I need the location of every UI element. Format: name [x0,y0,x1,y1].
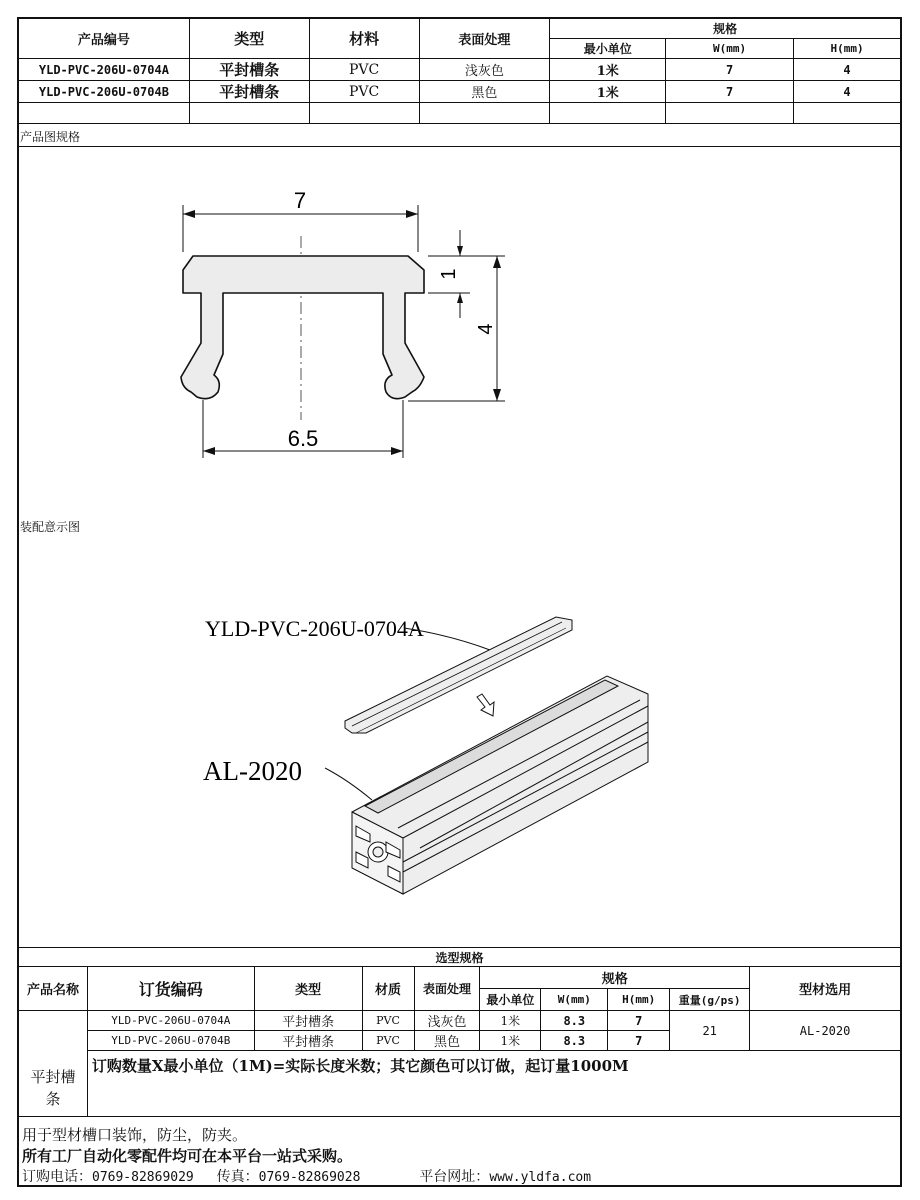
fax-number: 0769-82869028 [258,1170,361,1185]
dim-lip: 1 [438,268,460,280]
insert-arrow-icon [477,694,494,716]
cell-min-unit: 1米 [550,59,666,81]
header-surface: 表面处理 [419,19,550,59]
phone-number: 0769-82869029 [92,1170,194,1185]
cell-min-unit: 1米 [480,1011,541,1031]
cell-surface: 黑色 [419,81,550,103]
header-product-name: 产品名称 [19,967,88,1011]
header-product-code: 产品编号 [19,19,190,59]
table-row [19,1011,901,1031]
cell-min-unit: 1米 [480,1031,541,1051]
cell-surface: 浅灰色 [414,1011,480,1031]
cell-product-name: 平封槽条 [19,1011,88,1117]
strip-profile-shape [181,256,424,399]
cell-material: PVC [309,59,419,81]
cell-w: 7 [666,59,794,81]
cell-type: 平封槽条 [254,1031,362,1051]
profile-drawing [0,170,920,530]
header-w: W(mm) [666,39,794,59]
cell-code: YLD-PVC-206U-0704A [19,59,190,81]
cell-type: 平封槽条 [189,81,309,103]
header-spec: 规格 [550,19,901,39]
phone-label: 订购电话： [22,1169,92,1185]
cell-w: 7 [666,81,794,103]
top-spec-table [18,18,901,124]
cell-weight: 21 [670,1011,750,1051]
header-type: 类型 [189,19,309,59]
cell-material: PVC [309,81,419,103]
cell-material: PVC [362,1011,414,1031]
table-row [19,59,901,81]
header-material: 材质 [362,967,414,1011]
strip-label: YLD-PVC-206U-0704A [205,616,424,641]
selection-table-title: 选型规格 [19,948,901,967]
cell-min-unit: 1米 [550,81,666,103]
site-link[interactable]: www.yldfa.com [489,1170,592,1185]
order-note: 订购数量X最小单位（1M)=实际长度米数；其它颜色可以订做，起订量1000M [87,1051,900,1117]
header-min-unit: 最小单位 [550,39,666,59]
contact-line [22,1166,591,1186]
cell-w: 8.3 [541,1031,608,1051]
profile-label: AL-2020 [203,756,302,786]
table-row-empty [19,103,901,124]
usage-text: 用于型材槽口装饰，防尘，防夹。 [22,1126,248,1144]
cell-profile: AL-2020 [750,1011,901,1051]
cell-h: 7 [608,1011,670,1031]
cell-material: PVC [362,1031,414,1051]
dim-inner: 6.5 [287,426,319,451]
cell-h: 4 [794,81,901,103]
header-material: 材料 [309,19,419,59]
header-min-unit: 最小单位 [480,989,541,1011]
header-surface: 表面处理 [414,967,480,1011]
cell-w: 8.3 [541,1011,608,1031]
header-type: 类型 [254,967,362,1011]
cell-type: 平封槽条 [189,59,309,81]
section-label-product-drawing: 产品图规格 [20,130,81,144]
table-row [19,81,901,103]
cell-code: YLD-PVC-206U-0704B [87,1031,254,1051]
cell-h: 4 [794,59,901,81]
cell-code: YLD-PVC-206U-0704A [87,1011,254,1031]
cell-surface: 黑色 [414,1031,480,1051]
header-h: H(mm) [608,989,670,1011]
header-weight: 重量(g/ps) [670,989,750,1011]
cell-type: 平封槽条 [254,1011,362,1031]
header-h: H(mm) [794,39,901,59]
cell-code: YLD-PVC-206U-0704B [19,81,190,103]
site-label: 平台网址： [419,1169,490,1185]
cell-h: 7 [608,1031,670,1051]
dim-height: 4 [475,323,497,335]
dim-width: 7 [293,188,307,213]
selection-spec-table [18,947,901,1117]
section-label-assembly: 装配意示图 [20,520,81,534]
assembly-illustration [0,570,920,930]
cell-surface: 浅灰色 [419,59,550,81]
header-profile: 型材选用 [750,967,901,1011]
divider [17,146,902,147]
header-w: W(mm) [541,989,608,1011]
header-spec: 规格 [480,967,750,989]
fax-label: 传真： [216,1169,259,1185]
slogan-text: 所有工厂自动化零配件均可在本平台一站式采购。 [22,1147,353,1165]
header-order-code: 订货编码 [87,967,254,1011]
